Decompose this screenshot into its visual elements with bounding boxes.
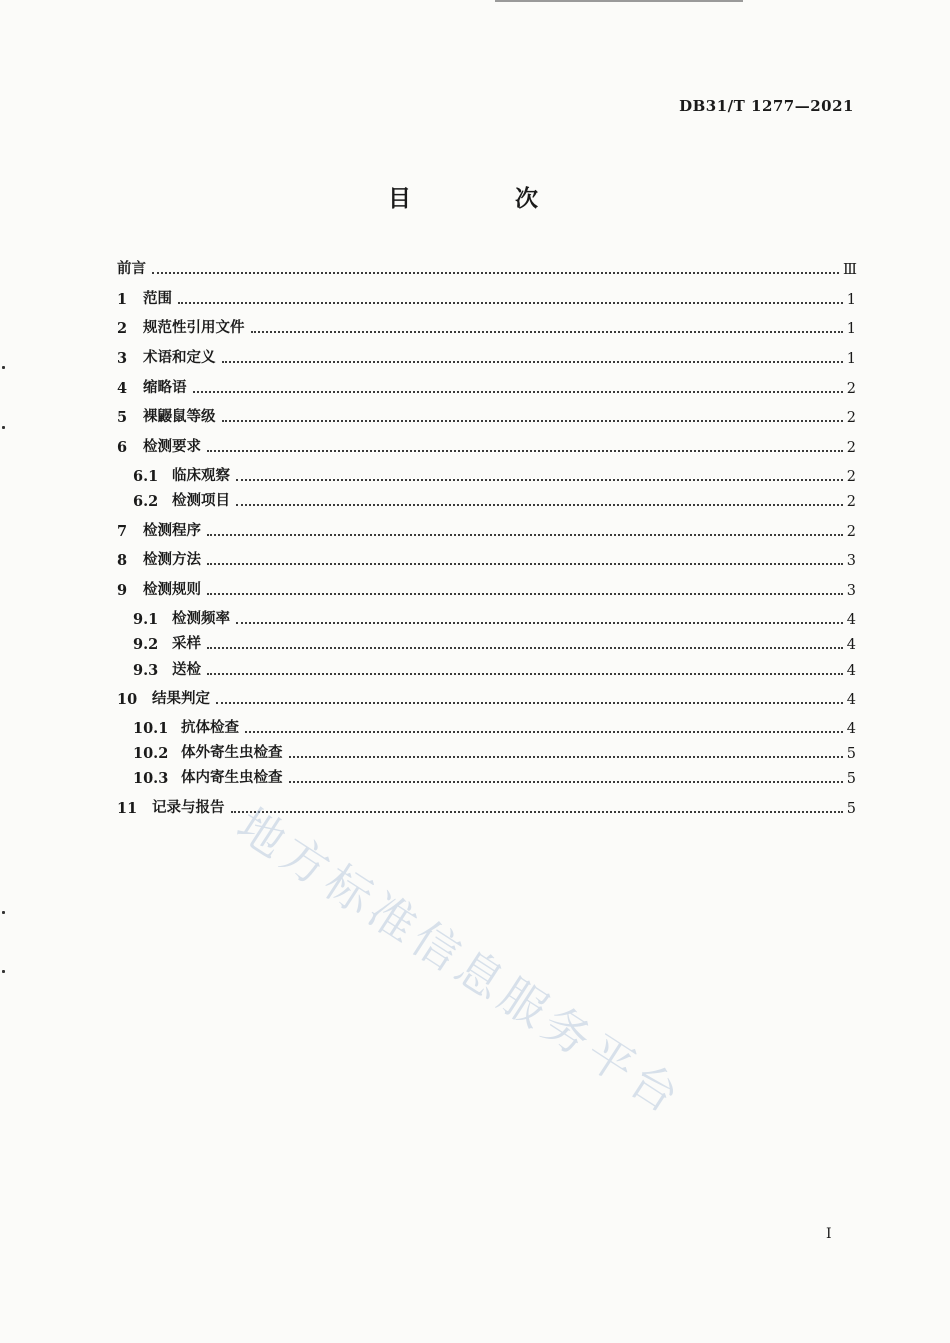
dot-leader [236, 479, 843, 481]
toc-entry[interactable] [117, 345, 856, 367]
top-rule [495, 0, 743, 2]
toc-entry[interactable] [117, 795, 856, 817]
toc-entry-label: 检测规则 [143, 581, 201, 598]
toc-entry[interactable] [117, 286, 856, 308]
toc-subentry[interactable] [133, 715, 856, 737]
dot-leader [207, 647, 843, 649]
watermark: 地方标准信息服务平台 [227, 797, 694, 1127]
toc-subentry[interactable] [133, 657, 856, 679]
toc-entry-number: 10.2 [133, 745, 169, 762]
toc-entry-page: 5 [846, 771, 856, 787]
toc-entry-page: 4 [846, 721, 856, 737]
toc-entry-number: 6 [117, 439, 128, 456]
toc-entry-label: 前言 [117, 260, 146, 277]
toc-entry-label: 送检 [172, 661, 201, 678]
toc-entry[interactable] [117, 547, 856, 569]
toc-entry-label: 检测要求 [143, 438, 201, 455]
toc-subentry[interactable] [133, 463, 856, 485]
toc-entry-label: 体内寄生虫检查 [181, 769, 283, 786]
toc-subentry[interactable] [133, 740, 856, 762]
toc-entry-number: 9 [117, 582, 128, 599]
toc-entry-label: 抗体检查 [181, 719, 239, 736]
toc-entry-page: 4 [846, 612, 856, 628]
toc-entry-label: 结果判定 [152, 690, 210, 707]
toc-entry-number: 10 [117, 691, 138, 708]
toc-entry-page: 2 [846, 469, 856, 485]
toc-entry-number: 9.3 [133, 662, 159, 679]
toc-entry-number: 7 [117, 523, 128, 540]
dot-leader [289, 781, 843, 783]
toc-entry[interactable] [117, 315, 856, 337]
scan-margin-mark [2, 366, 5, 369]
toc-entry-number: 3 [117, 350, 128, 367]
toc-entry-label: 采样 [172, 635, 201, 652]
toc-entry-label: 检测程序 [143, 522, 201, 539]
scan-margin-mark [2, 970, 5, 973]
toc-subentry[interactable] [133, 488, 856, 510]
dot-leader [207, 593, 843, 595]
toc-entry[interactable] [117, 434, 856, 456]
toc-entry-label: 体外寄生虫检查 [181, 744, 283, 761]
toc-entry-page: Ⅲ [843, 262, 856, 278]
toc-entry-label: 检测项目 [172, 492, 230, 509]
toc-entry-label: 记录与报告 [152, 799, 225, 816]
toc-entry-number: 9.2 [133, 636, 159, 653]
toc-entry-foreword[interactable] [117, 256, 856, 278]
toc-entry-page: 3 [846, 583, 856, 599]
dot-leader [152, 272, 839, 274]
toc-entry-label: 缩略语 [143, 379, 187, 396]
scan-margin-mark [2, 911, 5, 914]
dot-leader [207, 450, 843, 452]
toc-entry-label: 范围 [143, 290, 172, 307]
dot-leader [236, 622, 843, 624]
scan-margin-mark [2, 426, 5, 429]
toc-entry-page: 3 [846, 553, 856, 569]
toc-entry-page: 2 [846, 440, 856, 456]
toc-entry-label: 裸鼹鼠等级 [143, 408, 216, 425]
dot-leader [207, 563, 843, 565]
toc-entry-page: 1 [846, 292, 856, 308]
document-code: DB31/T 1277—2021 [679, 97, 854, 115]
toc-entry-number: 2 [117, 320, 128, 337]
dot-leader [222, 361, 843, 363]
toc-entry-page: 2 [846, 494, 856, 510]
toc-entry-page: 4 [846, 663, 856, 679]
toc-entry[interactable] [117, 686, 856, 708]
toc-entry-page: 5 [846, 801, 856, 817]
toc-entry-label: 术语和定义 [143, 349, 216, 366]
toc-entry-number: 11 [117, 800, 138, 817]
dot-leader [216, 702, 843, 704]
toc-entry-number: 6.1 [133, 468, 159, 485]
dot-leader [193, 391, 843, 393]
toc-entry-page: 1 [846, 321, 856, 337]
toc-entry-page: 2 [846, 524, 856, 540]
toc-entry[interactable] [117, 375, 856, 397]
toc-entry-page: 1 [846, 351, 856, 367]
toc-entry-page: 4 [846, 637, 856, 653]
dot-leader [251, 331, 843, 333]
toc-entry-label: 检测频率 [172, 610, 230, 627]
toc-subentry[interactable] [133, 606, 856, 628]
toc-entry-label: 规范性引用文件 [143, 319, 245, 336]
toc-subentry[interactable] [133, 631, 856, 653]
toc-entry-number: 9.1 [133, 611, 159, 628]
toc-entry-number: 5 [117, 409, 128, 426]
toc-entry-label: 检测方法 [143, 551, 201, 568]
dot-leader [289, 756, 843, 758]
page-number: I [826, 1226, 832, 1242]
dot-leader [245, 731, 843, 733]
toc-entry[interactable] [117, 404, 856, 426]
toc-subentry[interactable] [133, 765, 856, 787]
toc-entry-page: 5 [846, 746, 856, 762]
dot-leader [236, 504, 843, 506]
toc-entry-number: 10.1 [133, 720, 169, 737]
dot-leader [178, 302, 843, 304]
toc-entry-number: 8 [117, 552, 128, 569]
dot-leader [207, 673, 843, 675]
toc-entry-label: 临床观察 [172, 467, 230, 484]
dot-leader [231, 811, 843, 813]
toc-entry-page: 2 [846, 410, 856, 426]
dot-leader [222, 420, 843, 422]
toc-entry-number: 1 [117, 291, 128, 308]
toc-entry-number: 6.2 [133, 493, 159, 510]
toc-entry-number: 4 [117, 380, 128, 397]
page-title: 目 次 [387, 185, 586, 212]
toc-entry-number: 10.3 [133, 770, 169, 787]
toc-entry[interactable] [117, 577, 856, 599]
toc-entry-page: 2 [846, 381, 856, 397]
toc-entry[interactable] [117, 518, 856, 540]
dot-leader [207, 534, 843, 536]
toc-entry-page: 4 [846, 692, 856, 708]
